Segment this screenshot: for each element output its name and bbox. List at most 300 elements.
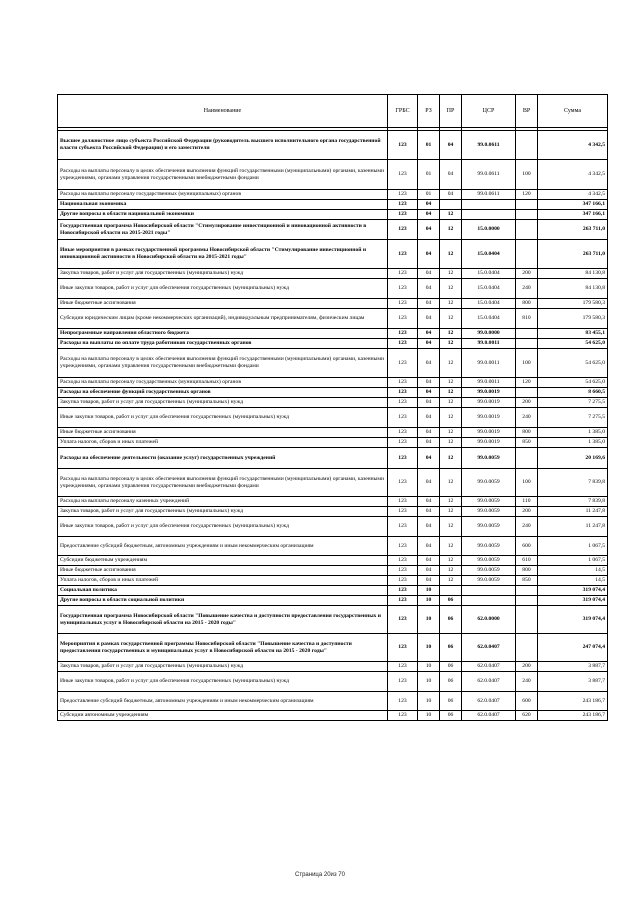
cell-vr: 800: [516, 428, 538, 438]
cell-pr: 12: [440, 220, 462, 240]
cell-pr: 06: [440, 606, 462, 634]
cell-name: Иные закупки товаров, работ и услуг для обеспечения государственных (муниципальных) нужд: [58, 279, 388, 299]
table-row: [58, 517, 608, 537]
cell-name: Расходы на выплаты персоналу казенных учреждений: [58, 497, 388, 507]
cell-grbs: 123: [388, 160, 418, 190]
cell-csr: 15.0.0404: [462, 299, 516, 309]
cell-sum: 347 166,1: [538, 210, 608, 220]
cell-csr: 62.0.0407: [462, 692, 516, 711]
table-row: [58, 448, 608, 469]
cell-sum: 7 275,5: [538, 398, 608, 408]
cell-sum: 8 660,5: [538, 388, 608, 398]
cell-csr: 62.0.0407: [462, 672, 516, 692]
cell-name: Иные закупки товаров, работ и услуг для обеспечения государственных (муниципальных) нужд: [58, 408, 388, 428]
table-row: [58, 537, 608, 556]
table-row: [58, 672, 608, 692]
cell-rz: 04: [418, 497, 440, 507]
cell-name: Расходы на обеспечение деятельности (оказание услуг) государственных учреждений: [58, 448, 388, 469]
cell-rz: 10: [418, 596, 440, 606]
cell-name: Национальная экономика: [58, 200, 388, 210]
cell-name: Субсидии бюджетным учреждениям: [58, 556, 388, 566]
cell-vr: 200: [516, 269, 538, 279]
cell-name: Предоставление субсидий бюджетным, автономным учреждениям и иным некоммерческим организациям: [58, 537, 388, 556]
cell-vr: 600: [516, 692, 538, 711]
cell-rz: 04: [418, 279, 440, 299]
table-row: [58, 556, 608, 566]
cell-vr: [516, 220, 538, 240]
cell-vr: 620: [516, 711, 538, 721]
cell-rz: 04: [418, 448, 440, 469]
table-row: [58, 586, 608, 596]
cell-rz: 04: [418, 309, 440, 329]
cell-name: Другие вопросы в области национальной экономики: [58, 210, 388, 220]
table-row: [58, 131, 608, 160]
cell-pr: 12: [440, 537, 462, 556]
cell-grbs: 123: [388, 662, 418, 672]
cell-rz: 10: [418, 586, 440, 596]
cell-csr: 99.0.0019: [462, 388, 516, 398]
cell-vr: 100: [516, 349, 538, 378]
cell-name: Государственная программа Новосибирской области "Стимулирование инвестиционной и инновационной активности в Новосибирской области на 2015-2021 годы": [58, 220, 388, 240]
cell-name: Непрограммные направления областного бюджета: [58, 329, 388, 339]
cell-rz: 01: [418, 131, 440, 160]
table-row: [58, 566, 608, 576]
cell-rz: 04: [418, 210, 440, 220]
header-sum: Сумма: [538, 95, 608, 128]
cell-pr: 12: [440, 329, 462, 339]
cell-name: Государственная программа Новосибирской области "Повышение качества и доступности предоставления государственных и муниципальных услуг в Новосибирской области на 2015 - 2020 годы": [58, 606, 388, 634]
cell-rz: 01: [418, 160, 440, 190]
cell-csr: [462, 200, 516, 210]
header-name: Наименование: [58, 95, 388, 128]
table-row: [58, 408, 608, 428]
cell-grbs: 123: [388, 339, 418, 349]
cell-csr: 15.0.0404: [462, 279, 516, 299]
cell-sum: 14,5: [538, 576, 608, 586]
cell-csr: 15.0.0000: [462, 220, 516, 240]
cell-csr: 99.0.0019: [462, 428, 516, 438]
cell-grbs: 123: [388, 469, 418, 497]
cell-csr: 99.0.0059: [462, 566, 516, 576]
cell-grbs: 123: [388, 556, 418, 566]
cell-rz: 10: [418, 672, 440, 692]
cell-csr: 99.0.0059: [462, 497, 516, 507]
table-row: [58, 438, 608, 448]
cell-rz: 10: [418, 606, 440, 634]
cell-vr: 240: [516, 408, 538, 428]
cell-pr: 12: [440, 339, 462, 349]
cell-name: Расходы на выплаты по оплате труда работников государственных органов: [58, 339, 388, 349]
cell-sum: 347 166,1: [538, 200, 608, 210]
cell-rz: 01: [418, 190, 440, 200]
cell-pr: [440, 586, 462, 596]
cell-vr: 200: [516, 662, 538, 672]
table-body: [58, 95, 608, 721]
cell-pr: 12: [440, 240, 462, 269]
cell-rz: 04: [418, 576, 440, 586]
cell-sum: 3 887,7: [538, 672, 608, 692]
cell-sum: 84 130,8: [538, 269, 608, 279]
table-row: [58, 309, 608, 329]
cell-vr: 120: [516, 378, 538, 388]
cell-sum: 319 074,4: [538, 586, 608, 596]
cell-sum: 7 839,8: [538, 469, 608, 497]
cell-name: Иные закупки товаров, работ и услуг для обеспечения государственных (муниципальных) нужд: [58, 672, 388, 692]
cell-name: Расходы на выплаты персоналу государственных (муниципальных) органов: [58, 378, 388, 388]
table-row: [58, 349, 608, 378]
cell-sum: 54 625,0: [538, 349, 608, 378]
cell-pr: 12: [440, 309, 462, 329]
table-row: [58, 240, 608, 269]
cell-vr: 200: [516, 398, 538, 408]
cell-grbs: 123: [388, 428, 418, 438]
cell-sum: 243 186,7: [538, 692, 608, 711]
cell-rz: 04: [418, 299, 440, 309]
cell-vr: 240: [516, 279, 538, 299]
cell-csr: 99.0.0019: [462, 438, 516, 448]
table-row: [58, 469, 608, 497]
table-row: [58, 339, 608, 349]
cell-name: Субсидии автономным учреждениям: [58, 711, 388, 721]
cell-grbs: 123: [388, 566, 418, 576]
cell-csr: 62.0.0407: [462, 634, 516, 662]
cell-vr: 800: [516, 566, 538, 576]
cell-pr: 12: [440, 576, 462, 586]
cell-pr: 06: [440, 711, 462, 721]
cell-rz: 10: [418, 692, 440, 711]
table-row: [58, 329, 608, 339]
cell-pr: 06: [440, 596, 462, 606]
cell-rz: 10: [418, 711, 440, 721]
cell-csr: [462, 210, 516, 220]
cell-pr: 12: [440, 349, 462, 378]
cell-rz: 04: [418, 220, 440, 240]
cell-sum: 263 711,0: [538, 220, 608, 240]
cell-sum: 319 074,4: [538, 596, 608, 606]
cell-csr: 62.0.0407: [462, 711, 516, 721]
cell-pr: 04: [440, 131, 462, 160]
cell-name: Расходы на выплаты персоналу государственных (муниципальных) органов: [58, 190, 388, 200]
cell-name: Закупка товаров, работ и услуг для государственных (муниципальных) нужд: [58, 507, 388, 517]
cell-rz: 04: [418, 428, 440, 438]
cell-vr: 850: [516, 438, 538, 448]
cell-sum: 20 169,6: [538, 448, 608, 469]
cell-grbs: 123: [388, 711, 418, 721]
cell-pr: 12: [440, 398, 462, 408]
cell-vr: [516, 240, 538, 269]
table-row: [58, 606, 608, 634]
cell-vr: [516, 200, 538, 210]
cell-grbs: 123: [388, 309, 418, 329]
cell-rz: 04: [418, 339, 440, 349]
cell-grbs: 123: [388, 576, 418, 586]
cell-sum: 247 074,4: [538, 634, 608, 662]
header-grbs: ГРБС: [388, 95, 418, 128]
table-row: [58, 507, 608, 517]
cell-grbs: 123: [388, 329, 418, 339]
cell-sum: 179 580,3: [538, 309, 608, 329]
table-row: [58, 220, 608, 240]
cell-vr: [516, 131, 538, 160]
cell-csr: 99.0.0059: [462, 507, 516, 517]
cell-sum: 7 275,5: [538, 408, 608, 428]
cell-grbs: 123: [388, 606, 418, 634]
cell-name: Предоставление субсидий бюджетным, автономным учреждениям и иным некоммерческим организациям: [58, 692, 388, 711]
cell-vr: [516, 329, 538, 339]
cell-grbs: 123: [388, 220, 418, 240]
cell-rz: 04: [418, 269, 440, 279]
table-row: [58, 662, 608, 672]
cell-csr: 15.0.0404: [462, 240, 516, 269]
cell-csr: 99.0.0611: [462, 131, 516, 160]
cell-pr: 12: [440, 448, 462, 469]
header-pr: ПР: [440, 95, 462, 128]
cell-rz: 04: [418, 240, 440, 269]
cell-vr: 200: [516, 507, 538, 517]
cell-rz: 04: [418, 507, 440, 517]
cell-csr: 99.0.0059: [462, 537, 516, 556]
cell-vr: 240: [516, 517, 538, 537]
cell-csr: 99.0.0019: [462, 398, 516, 408]
cell-name: Другие вопросы в области социальной политики: [58, 596, 388, 606]
table-row: [58, 596, 608, 606]
cell-name: Иные бюджетные ассигнования: [58, 299, 388, 309]
cell-csr: 62.0.0000: [462, 606, 516, 634]
cell-rz: 04: [418, 556, 440, 566]
cell-rz: 04: [418, 537, 440, 556]
cell-csr: 99.0.0059: [462, 469, 516, 497]
cell-grbs: 123: [388, 448, 418, 469]
cell-name: Иные бюджетные ассигнования: [58, 428, 388, 438]
cell-name: Закупка товаров, работ и услуг для государственных (муниципальных) нужд: [58, 269, 388, 279]
cell-name: Иные закупки товаров, работ и услуг для обеспечения государственных (муниципальных) нужд: [58, 517, 388, 537]
cell-pr: 12: [440, 507, 462, 517]
cell-vr: [516, 448, 538, 469]
cell-grbs: 123: [388, 672, 418, 692]
cell-csr: [462, 586, 516, 596]
table-row: [58, 576, 608, 586]
cell-rz: 04: [418, 378, 440, 388]
cell-sum: 1 067,5: [538, 537, 608, 556]
table-row: [58, 269, 608, 279]
cell-rz: 04: [418, 408, 440, 428]
cell-vr: [516, 210, 538, 220]
cell-grbs: 123: [388, 378, 418, 388]
cell-sum: 7 839,8: [538, 497, 608, 507]
cell-rz: 04: [418, 388, 440, 398]
cell-pr: 12: [440, 388, 462, 398]
cell-rz: 04: [418, 329, 440, 339]
cell-vr: [516, 339, 538, 349]
cell-vr: [516, 586, 538, 596]
cell-vr: [516, 596, 538, 606]
budget-table: [57, 94, 608, 721]
cell-grbs: 123: [388, 537, 418, 556]
cell-sum: 319 074,4: [538, 606, 608, 634]
cell-grbs: 123: [388, 210, 418, 220]
table-row: [58, 634, 608, 662]
cell-csr: [462, 596, 516, 606]
cell-csr: 99.0.0000: [462, 329, 516, 339]
table-row: [58, 692, 608, 711]
cell-vr: [516, 388, 538, 398]
cell-pr: 12: [440, 566, 462, 576]
cell-grbs: 123: [388, 507, 418, 517]
cell-pr: 12: [440, 279, 462, 299]
cell-rz: 04: [418, 566, 440, 576]
header-csr: ЦСР: [462, 95, 516, 128]
cell-name: Закупка товаров, работ и услуг для государственных (муниципальных) нужд: [58, 398, 388, 408]
cell-pr: 12: [440, 299, 462, 309]
cell-rz: 04: [418, 398, 440, 408]
cell-pr: 12: [440, 469, 462, 497]
cell-vr: [516, 606, 538, 634]
cell-name: Расходы на выплаты персоналу в целях обеспечения выполнения функций государственными (муниципальными) органами, казенными учреждениями, органами управления государственными внебюджетными фондами: [58, 469, 388, 497]
cell-name: Расходы на выплаты персоналу в целях обеспечения выполнения функций государственными (муниципальными) органами, казенными учреждениями, органами управления государственными внебюджетными фондами: [58, 160, 388, 190]
cell-vr: 240: [516, 672, 538, 692]
cell-sum: 11 247,8: [538, 507, 608, 517]
cell-csr: 99.0.0059: [462, 576, 516, 586]
table-row: [58, 279, 608, 299]
cell-name: Социальная политика: [58, 586, 388, 596]
cell-name: Иные мероприятия в рамках государственной программы Новосибирской области "Стимулирование инвестиционной и инновационной активности в Новосибирской области на 2015-2021 годы": [58, 240, 388, 269]
cell-sum: 1 385,0: [538, 428, 608, 438]
cell-grbs: 123: [388, 634, 418, 662]
cell-sum: 4 342,5: [538, 190, 608, 200]
cell-rz: 04: [418, 349, 440, 378]
cell-name: Расходы на выплаты персоналу в целях обеспечения выполнения функций государственными (муниципальными) органами, казенными учреждениями, органами управления государственными внебюджетными фондами: [58, 349, 388, 378]
cell-vr: 100: [516, 469, 538, 497]
table-row: [58, 378, 608, 388]
cell-csr: 99.0.0011: [462, 378, 516, 388]
cell-pr: 12: [440, 428, 462, 438]
table-row: [58, 210, 608, 220]
cell-vr: 120: [516, 190, 538, 200]
cell-name: Иные бюджетные ассигнования: [58, 566, 388, 576]
cell-sum: 83 455,1: [538, 329, 608, 339]
cell-sum: 4 342,5: [538, 131, 608, 160]
cell-pr: 06: [440, 692, 462, 711]
cell-grbs: 123: [388, 240, 418, 269]
table-row: [58, 388, 608, 398]
cell-pr: 12: [440, 556, 462, 566]
cell-csr: 99.0.0019: [462, 408, 516, 428]
cell-csr: 99.0.0059: [462, 517, 516, 537]
cell-pr: 12: [440, 378, 462, 388]
table-row: [58, 497, 608, 507]
cell-grbs: 123: [388, 190, 418, 200]
table-row: [58, 299, 608, 309]
cell-csr: 99.0.0011: [462, 349, 516, 378]
table-row: [58, 398, 608, 408]
cell-sum: 243 186,7: [538, 711, 608, 721]
cell-grbs: 123: [388, 299, 418, 309]
page-number: Страница 20из 70: [295, 872, 345, 878]
cell-rz: 04: [418, 200, 440, 210]
cell-name: Закупка товаров, работ и услуг для государственных (муниципальных) нужд: [58, 662, 388, 672]
cell-pr: 12: [440, 438, 462, 448]
cell-csr: 99.0.0059: [462, 556, 516, 566]
cell-csr: 15.0.0404: [462, 269, 516, 279]
cell-sum: 4 342,5: [538, 160, 608, 190]
cell-pr: 04: [440, 160, 462, 190]
cell-sum: 1 067,5: [538, 556, 608, 566]
cell-vr: 610: [516, 556, 538, 566]
table-row: [58, 711, 608, 721]
cell-rz: 10: [418, 662, 440, 672]
cell-pr: 06: [440, 672, 462, 692]
cell-name: Уплата налогов, сборов и иных платежей: [58, 438, 388, 448]
cell-pr: 12: [440, 497, 462, 507]
cell-grbs: 123: [388, 200, 418, 210]
cell-grbs: 123: [388, 692, 418, 711]
table-row: [58, 160, 608, 190]
cell-vr: 800: [516, 299, 538, 309]
cell-pr: 12: [440, 408, 462, 428]
cell-grbs: 123: [388, 269, 418, 279]
cell-grbs: 123: [388, 517, 418, 537]
cell-vr: 810: [516, 309, 538, 329]
cell-sum: 14,5: [538, 566, 608, 576]
cell-vr: 100: [516, 160, 538, 190]
cell-pr: 12: [440, 517, 462, 537]
cell-sum: 84 130,8: [538, 279, 608, 299]
cell-grbs: 123: [388, 596, 418, 606]
table-row: [58, 200, 608, 210]
cell-rz: 10: [418, 634, 440, 662]
cell-sum: 54 625,0: [538, 339, 608, 349]
cell-pr: 06: [440, 662, 462, 672]
cell-pr: 06: [440, 634, 462, 662]
cell-csr: 99.0.0611: [462, 160, 516, 190]
cell-vr: 110: [516, 497, 538, 507]
cell-vr: [516, 634, 538, 662]
cell-grbs: 123: [388, 408, 418, 428]
cell-csr: 99.0.0011: [462, 339, 516, 349]
cell-pr: 12: [440, 269, 462, 279]
cell-name: Уплата налогов, сборов и иных платежей: [58, 576, 388, 586]
cell-grbs: 123: [388, 438, 418, 448]
cell-sum: 1 385,0: [538, 438, 608, 448]
cell-sum: 11 247,8: [538, 517, 608, 537]
cell-csr: 62.0.0407: [462, 662, 516, 672]
cell-csr: 99.0.0059: [462, 448, 516, 469]
table-row: [58, 190, 608, 200]
cell-grbs: 123: [388, 586, 418, 596]
cell-rz: 04: [418, 438, 440, 448]
cell-pr: [440, 200, 462, 210]
cell-name: Мероприятия в рамках государственной программы Новосибирской области "Повышение качества и доступности предоставления государственных и муниципальных услуг в Новосибирской области на 2015 - 2020 годы": [58, 634, 388, 662]
cell-vr: 850: [516, 576, 538, 586]
header-rz: РЗ: [418, 95, 440, 128]
cell-csr: 99.0.0611: [462, 190, 516, 200]
cell-rz: 04: [418, 469, 440, 497]
cell-pr: 04: [440, 190, 462, 200]
cell-grbs: 123: [388, 279, 418, 299]
cell-name: Высшее должностное лицо субъекта Российской Федерации (руководитель высшего исполнительного органа государственной власти субъекта Российской Федерации) и его заместители: [58, 131, 388, 160]
cell-grbs: 123: [388, 497, 418, 507]
cell-grbs: 123: [388, 398, 418, 408]
cell-name: Субсидии юридическим лицам (кроме некоммерческих организаций), индивидуальным предпринимателям, физическим лицам: [58, 309, 388, 329]
header-vr: ВР: [516, 95, 538, 128]
cell-sum: 263 711,0: [538, 240, 608, 269]
table-row: [58, 428, 608, 438]
cell-grbs: 123: [388, 349, 418, 378]
table-header-row: [58, 95, 608, 128]
cell-pr: 12: [440, 210, 462, 220]
cell-vr: 600: [516, 537, 538, 556]
cell-sum: 179 580,3: [538, 299, 608, 309]
